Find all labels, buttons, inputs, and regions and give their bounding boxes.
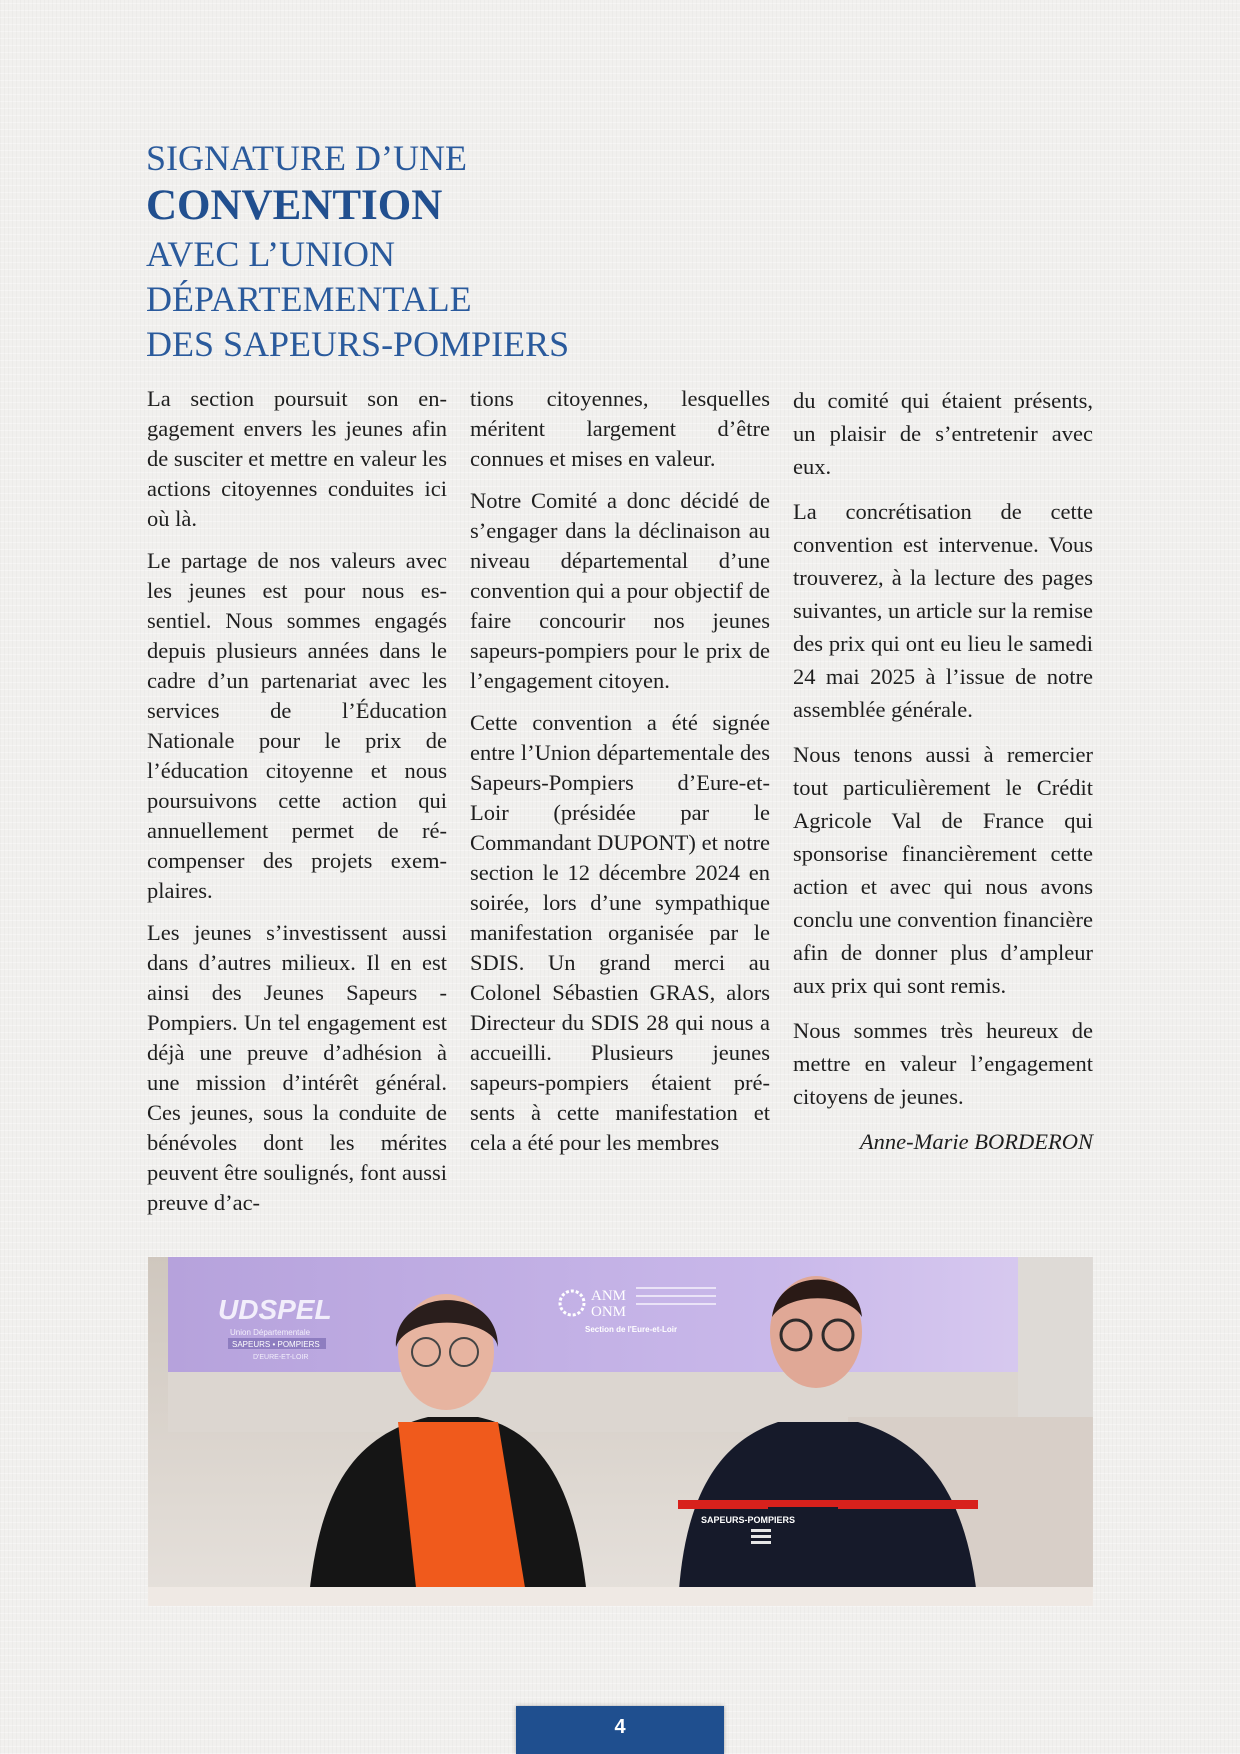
paragraph: du comité qui étaient présents, un plaisir de s’entretenir avec eux. — [793, 388, 1093, 479]
paragraph: Le partage de nos valeurs avec les jeunes est pour nous essentiel. Nous sommes engagés depuis plusieurs années dans le cadre d’un partenariat avec les services de l’Éducation Nationale pour le prix de l’éducation citoyenne et nous poursuivons cette action qui annuellement permet de récompenser des projets exemplaires. — [147, 548, 447, 903]
title-line-3: AVEC L’UNION — [146, 234, 396, 274]
article-column-1 — [147, 384, 447, 1230]
title-line-4: DÉPARTEMENTALE — [146, 279, 472, 319]
title-line-5: DES SAPEURS-POMPIERS — [146, 324, 570, 364]
screen-logo-left-sub1: Union Départementale — [230, 1328, 311, 1337]
title-line-1: SIGNATURE D’UNE — [146, 138, 467, 178]
article-column-2 — [470, 384, 770, 1170]
screen-logo-left-sub3: D'EURE-ET-LOIR — [253, 1354, 309, 1361]
paragraph: Notre Comité a donc décidé de s’engager dans la déclinaison au niveau départemental d’une convention qui a pour objectif de faire concourir nos jeunes sapeurs-pompiers pour le prix de l’engagement citoyen. — [470, 488, 770, 693]
title-line-2: CONVENTION — [146, 182, 443, 229]
screen-logo-left-text: UDSPEL — [218, 1294, 332, 1325]
paragraph: Les jeunes s’investissent aussi dans d’autres milieux. Il en est ainsi des Jeunes Sapeurs -Pompiers. Un tel engagement est déjà une preuve d’adhésion à une mission d’intérêt général. Ces jeunes, sous la conduite de bénévoles dont les mérites peuvent être soulignés, font aussi preuve d’ac- — [147, 920, 447, 1215]
signing-photo — [148, 1257, 1093, 1606]
uniform-label: SAPEURS-POMPIERS — [701, 1515, 796, 1525]
paragraph: Nous sommes très heureux de mettre en valeur l’engagement citoyens de jeunes. — [793, 1018, 1093, 1109]
paragraph: Cette convention a été signée entre l’Union départementale des Sapeurs-Pompiers d’Eure-et-Loir (présidée par le Commandant DUPONT) et notre section le 12 décembre 2024 en soirée, lors d’une sympathique manifestation organisée par le SDIS. Un grand merci au Colonel Sébastien GRAS, alors Directeur du SDIS 28 qui nous a accueilli. Plusieurs jeunes sapeurs-pompiers étaient présents à cette manifestation et cela a été pour les membres — [470, 710, 770, 1155]
screen-logo-right-1: ANM — [591, 1288, 627, 1304]
screen-logo-left-sub2: SAPEURS • POMPIERS — [232, 1340, 320, 1349]
paragraph: La section poursuit son engagement envers les jeunes afin de susciter et mettre en valeur les actions citoyennes conduites ici où là. — [147, 386, 447, 531]
author-signature: Anne-Marie BORDERON — [859, 1129, 1093, 1154]
page-number: 4 — [516, 1706, 724, 1754]
paragraph: La concrétisation de cette convention est intervenue. Vous trouverez, à la lecture des pages suivantes, un article sur la remise des prix qui ont eu lieu le samedi 24 mai 2025 à l’issue de notre assemblée générale. — [793, 499, 1093, 722]
screen-logo-right-2: ONM — [591, 1304, 627, 1320]
article-title — [146, 140, 846, 371]
article-column-3 — [793, 384, 1093, 1158]
screen-logo-right-sub: Section de l'Eure-et-Loir — [585, 1325, 678, 1334]
paragraph: Nous tenons aussi à remercier tout particulièrement le Crédit Agricole Val de France qui sponsorise financièrement cette action et avec qui nous avons conclu une convention financière afin de donner plus d’ampleur aux prix qui sont remis. — [793, 742, 1093, 998]
paragraph: tions citoyennes, lesquelles méritent largement d’être connues et mises en valeur. — [470, 386, 770, 471]
photo-illustration — [148, 1257, 1093, 1606]
